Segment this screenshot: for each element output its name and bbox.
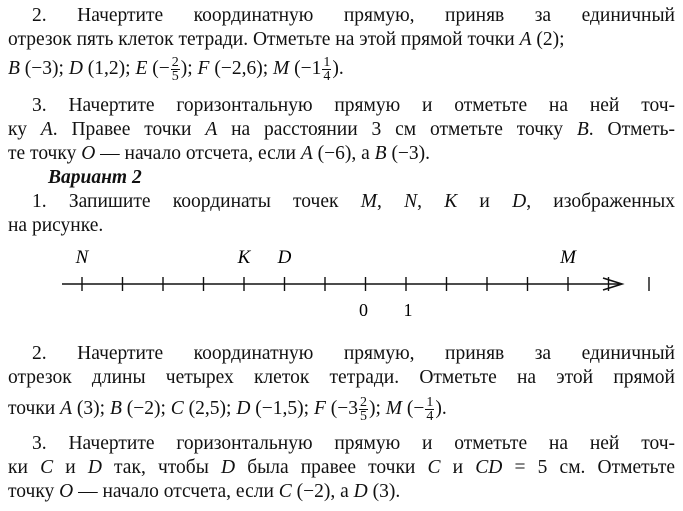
v2-task3-line3: точку O — начало отсчета, если C (−2), а D (3). [8, 481, 401, 502]
v2-task3-line2: ки C и D так, чтобы D была правее точки C и CD = 5 см. Отметьте [8, 457, 676, 478]
v1-task3-line3: те точку O — начало отсчета, если A (−6), а B (−3). [8, 143, 431, 164]
number-line-figure [0, 240, 683, 326]
v1-task2-line2: отрезок пять клеток тетради. Отметьте на этой прямой точки A (2); [8, 29, 565, 50]
v2-task2-line3: точки A (3); B (−2); C (2,5); D (−1,5); F (−3 $\frac{2}{5}$ ); M (− $\frac{1}{4}$ ). [8, 395, 447, 424]
fraction-f: $\frac{2}{5}$ [359, 395, 367, 424]
v2-task2-line1: 2. Начертите координатную прямую, приняв за единичный [32, 343, 675, 364]
variant-2-heading: Вариант 2 [48, 167, 142, 188]
fraction-e: $\frac{2}{5}$ [171, 55, 179, 84]
v2-task3-line1: 3. Начертите горизонтальную прямую и отметьте на ней точ- [32, 433, 675, 454]
fraction-m: $\frac{1}{4}$ [323, 55, 331, 84]
v1-task2-line3: B (−3); D (1,2); E (− $\frac{2}{5}$ ); F (−2,6); M (−1 $\frac{1}{4}$ ). [8, 55, 344, 84]
point-label-k: K [237, 247, 251, 268]
unit-label: 1 [403, 300, 413, 320]
v1-task3-line2: ку A. Правее точки A на расстоянии 3 см отметьте точку B. Отметь- [8, 119, 676, 140]
v1-task3-line1: 3. Начертите горизонтальную прямую и отметьте на ней точ- [32, 95, 675, 116]
point-label-d: D [277, 247, 292, 268]
origin-label: 0 [359, 300, 368, 320]
v1-task2-line1: 2. Начертите координатную прямую, приняв за единичный [32, 5, 675, 26]
v2-task2-line2: отрезок длины четырех клеток тетради. Отметьте на этой прямой [8, 367, 675, 388]
fraction-m2: $\frac{1}{4}$ [426, 395, 434, 424]
point-label-n: N [75, 247, 89, 268]
point-label-m: M [560, 247, 576, 268]
v2-task1-line2: на рисунке. [8, 215, 104, 236]
v2-task1-line1: 1. Запишите координаты точек M, N, K и D, изображенных [32, 191, 676, 212]
